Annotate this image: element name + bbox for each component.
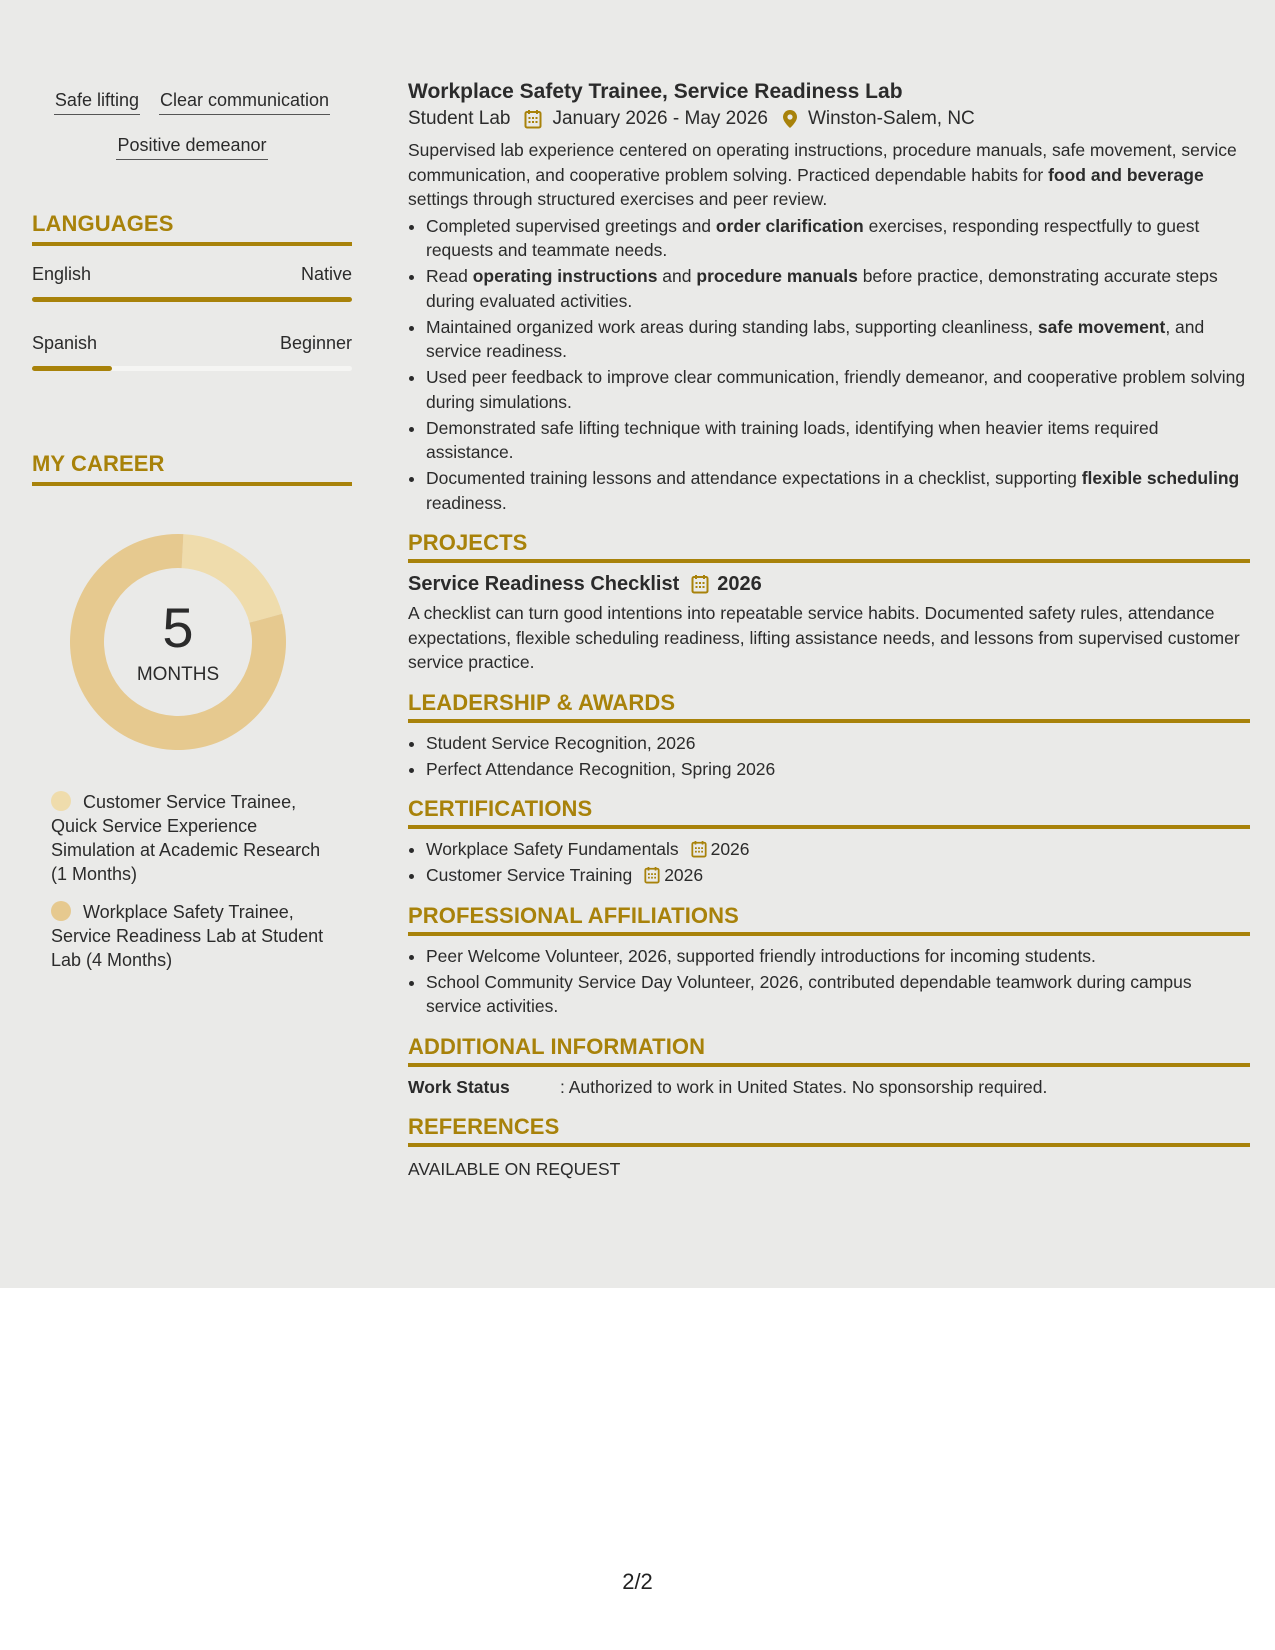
language-item (32, 331, 352, 371)
list-item: • School Community Service Day Volunteer, 2026, contributed dependable teamwork during campus service activities. (426, 970, 1250, 1019)
skills-list (32, 86, 352, 176)
list-item: • Demonstrated safe lifting technique with training loads, identifying when heavier items required assistance. (426, 416, 1250, 465)
right-column (408, 78, 1250, 1181)
project-year: 2026 (717, 573, 762, 595)
project-name: Service Readiness Checklist (408, 573, 680, 595)
work-status-key: Work Status (408, 1076, 510, 1097)
legend-item (51, 900, 326, 972)
language-proficiency-bar (32, 366, 352, 371)
section-title: PROJECTS (408, 529, 1250, 563)
work-status-value: : Authorized to work in United States. No sponsorship required. (560, 1076, 1048, 1097)
legend-label: Workplace Safety Trainee, Service Readiness Lab at Student Lab (4 Months) (51, 902, 324, 970)
page-number: 2/2 (622, 1569, 653, 1594)
calendar-icon (691, 574, 709, 594)
project-header (408, 571, 1250, 597)
legend-dot (51, 901, 71, 921)
language-name: Spanish (32, 333, 98, 353)
project-description: A checklist can turn good intentions into repeatable service habits. Documented safety rules, attendance expectations, flexible scheduling readiness, lifting assistance needs, and lessons from supervised customer service practice. (408, 603, 1240, 672)
career-total-number: 5 (162, 596, 194, 659)
legend-label: Customer Service Trainee, Quick Service Experience Simulation at Academic Research (1 Months) (51, 792, 321, 884)
location-pin-icon (782, 109, 798, 129)
section-title: ADDITIONAL INFORMATION (408, 1033, 1250, 1067)
language-level: Native (300, 264, 352, 284)
legend-dot (51, 791, 71, 811)
list-item (426, 837, 1250, 862)
legend-item (51, 790, 326, 886)
job-title: Workplace Safety Trainee, Service Readiness Lab (408, 80, 903, 103)
list-item: • Student Service Recognition, 2026 (426, 731, 1250, 756)
additional-info-section (408, 1033, 1250, 1099)
leadership-section (408, 689, 1250, 782)
calendar-icon (691, 840, 707, 858)
section-title: LANGUAGES (32, 210, 352, 246)
cert-name: • Customer Service Training (426, 865, 633, 885)
work-status-row (408, 1075, 1250, 1099)
job-summary: Supervised lab experience centered on operating instructions, procedure manuals, safe movement, service communication, and cooperative problem solving. Practiced dependable habits for food and beverage settings through structured exercises and peer review. (408, 140, 1237, 209)
company-name: Student Lab (408, 108, 511, 129)
list-item: • Perfect Attendance Recognition, Spring 2026 (426, 757, 1250, 782)
cert-year: 2026 (710, 839, 750, 859)
list-item: • Maintained organized work areas during standing labs, supporting cleanliness, safe movement, and service readiness. (426, 315, 1250, 364)
section-title: MY CAREER (32, 450, 352, 486)
languages-section (32, 210, 352, 246)
language-name: English (32, 264, 92, 284)
language-item (32, 262, 352, 302)
list-item: • Completed supervised greetings and order clarification exercises, responding respectfully to guest requests and teammate needs. (426, 214, 1250, 263)
list-item: • Documented training lessons and attendance expectations in a checklist, supporting flexible scheduling readiness. (426, 466, 1250, 515)
calendar-icon (644, 866, 660, 884)
list-item: • Peer Welcome Volunteer, 2026, supported friendly introductions for incoming students. (426, 944, 1250, 969)
affiliations-section (408, 902, 1250, 1019)
job-location: Winston-Salem, NC (807, 108, 975, 129)
cert-year: 2026 (664, 865, 704, 885)
career-total-unit: MONTHS (136, 664, 220, 685)
section-title: CERTIFICATIONS (408, 795, 1250, 829)
language-level: Beginner (279, 333, 352, 353)
list-item: • Used peer feedback to improve clear communication, friendly demeanor, and cooperative problem solving during simulations. (426, 365, 1250, 414)
calendar-icon (524, 109, 542, 129)
skill-tag: Clear communication (159, 86, 330, 115)
job-meta (408, 106, 1250, 132)
section-title: LEADERSHIP & AWARDS (408, 689, 1250, 723)
job-dates: January 2026 - May 2026 (552, 108, 768, 129)
language-proficiency-bar (32, 297, 352, 302)
cert-name: • Workplace Safety Fundamentals (426, 839, 679, 859)
skill-tag: Positive demeanor (116, 131, 267, 160)
proficiency-fill (32, 366, 112, 371)
references-text: AVAILABLE ON REQUEST (408, 1158, 621, 1179)
list-item (426, 863, 1250, 888)
references-section (408, 1113, 1250, 1181)
career-section (32, 450, 352, 486)
job-bullets (408, 214, 1250, 516)
proficiency-fill (32, 297, 352, 302)
projects-section (408, 529, 1250, 675)
skill-tag: Safe lifting (54, 86, 140, 115)
list-item: • Read operating instructions and procedure manuals before practice, demonstrating accurate steps during evaluated activities. (426, 264, 1250, 313)
certifications-section (408, 795, 1250, 888)
career-legend (51, 790, 326, 986)
section-title: REFERENCES (408, 1113, 1250, 1147)
section-title: PROFESSIONAL AFFILIATIONS (408, 902, 1250, 936)
